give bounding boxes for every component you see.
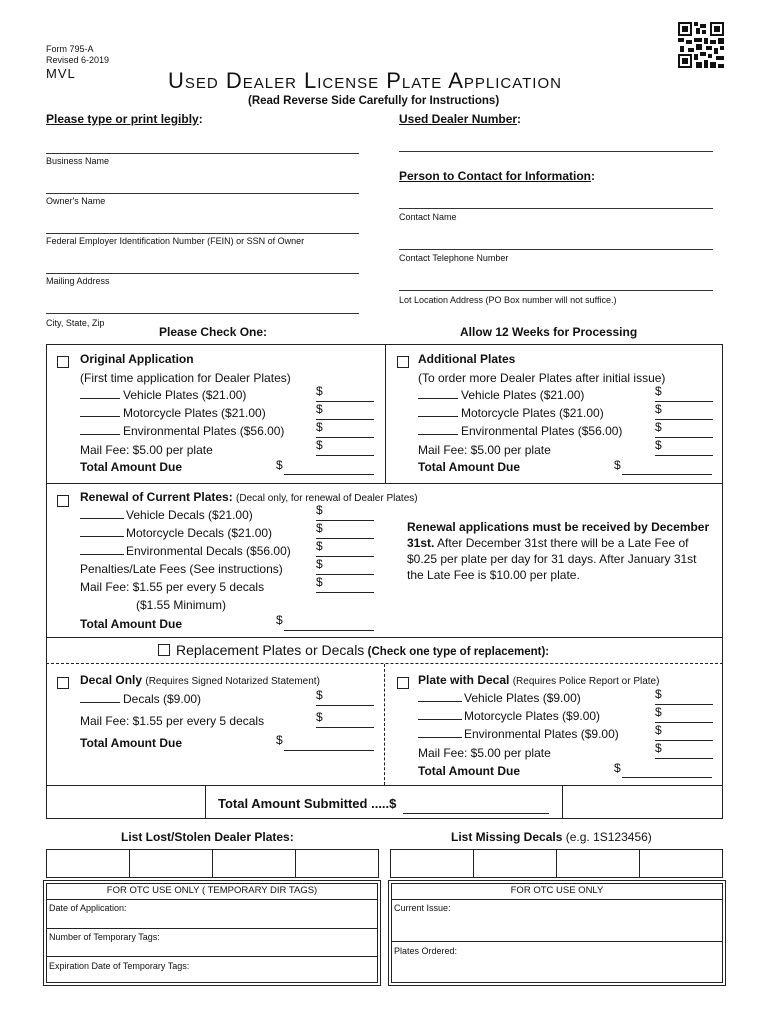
divider <box>46 785 723 786</box>
divider <box>391 941 723 942</box>
dollar-sign: $ <box>655 705 662 719</box>
decal-only-title-row: Decal Only (Requires Signed Notarized Statement) <box>80 673 320 687</box>
additional-total-label: Total Amount Due <box>418 460 520 474</box>
contact-phone-line[interactable] <box>399 249 713 250</box>
dollar-sign: $ <box>655 420 662 434</box>
total-submitted-label: Total Amount Submitted .....$ <box>218 796 397 811</box>
dollar-sign: $ <box>316 420 323 434</box>
page-subtitle: (Read Reverse Side Carefully for Instructions) <box>248 95 500 107</box>
otc-number-label: Number of Temporary Tags: <box>49 932 160 942</box>
additional-note: (To order more Dealer Plates after initial issue) <box>418 371 666 385</box>
original-note: (First time application for Dealer Plates) <box>80 371 291 385</box>
original-environmental-row: Environmental Plates ($56.00) <box>80 424 284 438</box>
additional-vehicle-row: Vehicle Plates ($21.00) <box>418 388 584 402</box>
page-title: Used Dealer License Plate Application <box>168 68 562 93</box>
mailing-address-line[interactable] <box>46 273 359 274</box>
dollar-sign: $ <box>316 575 323 589</box>
contact-phone-label: Contact Telephone Number <box>399 253 509 263</box>
missing-decals-heading: List Missing Decals (e.g. 1S123456) <box>451 830 652 844</box>
otc-right-box <box>391 883 723 983</box>
quantity-blank[interactable] <box>80 424 120 435</box>
lost-stolen-heading: List Lost/Stolen Dealer Plates: <box>121 830 294 844</box>
dollar-sign: $ <box>316 438 323 452</box>
contact-name-line[interactable] <box>399 208 713 209</box>
otc-expiration-label: Expiration Date of Temporary Tags: <box>49 961 190 971</box>
quantity-blank[interactable] <box>418 406 458 417</box>
amount-line[interactable] <box>316 538 374 539</box>
amount-line[interactable] <box>316 574 374 575</box>
dollar-sign: $ <box>316 384 323 398</box>
replacement-vehicle-row: Vehicle Plates ($9.00) <box>418 691 581 705</box>
renewal-vehicle-row: Vehicle Decals ($21.00) <box>80 508 253 522</box>
renewal-checkbox[interactable] <box>57 495 69 507</box>
dollar-sign: $ <box>316 688 323 702</box>
divider <box>562 785 563 819</box>
dollar-sign: $ <box>655 723 662 737</box>
contact-name-label: Contact Name <box>399 212 457 222</box>
grid-divider <box>639 849 640 878</box>
divider <box>46 637 723 638</box>
renewal-total-line[interactable] <box>284 630 374 631</box>
quantity-blank[interactable] <box>80 406 120 417</box>
plate-total-line[interactable] <box>622 777 712 778</box>
original-vehicle-row: Vehicle Plates ($21.00) <box>80 388 246 402</box>
quantity-blank[interactable] <box>418 727 462 738</box>
qr-code-icon <box>678 22 724 68</box>
quantity-blank[interactable] <box>418 388 458 399</box>
quantity-blank[interactable] <box>80 544 124 555</box>
otc-current-label: Current Issue: <box>394 903 451 913</box>
city-state-zip-label: City, State, Zip <box>46 318 105 328</box>
amount-line[interactable] <box>655 704 713 705</box>
divider <box>46 483 723 484</box>
amount-line[interactable] <box>316 419 374 420</box>
divider <box>46 928 378 929</box>
quantity-blank[interactable] <box>418 424 458 435</box>
contact-heading: Person to Contact for Information: <box>399 169 595 183</box>
dollar-sign: $ <box>614 761 621 775</box>
quantity-blank[interactable] <box>80 692 120 703</box>
divider <box>205 785 206 819</box>
amount-line[interactable] <box>316 437 374 438</box>
amount-line[interactable] <box>655 740 713 741</box>
original-total-line[interactable] <box>284 474 374 475</box>
renewal-title-row: Renewal of Current Plates: (Decal only, for renewal of Dealer Plates) <box>80 490 418 504</box>
dollar-sign: $ <box>276 613 283 627</box>
dollar-sign: $ <box>316 539 323 553</box>
amount-line[interactable] <box>316 556 374 557</box>
grid-divider <box>473 849 474 878</box>
check-one-heading: Please Check One: <box>159 325 268 339</box>
otc-right-title: FOR OTC USE ONLY <box>510 885 604 896</box>
quantity-blank[interactable] <box>80 508 124 519</box>
owner-name-line[interactable] <box>46 193 359 194</box>
grid-divider <box>212 849 213 878</box>
additional-total-line[interactable] <box>622 474 712 475</box>
renewal-motorcycle-row: Motorcycle Decals ($21.00) <box>80 526 272 540</box>
dealer-number-heading: Used Dealer Number: <box>399 112 522 126</box>
renewal-total-label: Total Amount Due <box>80 617 182 631</box>
fein-label: Federal Employer Identification Number (FEIN) or SSN of Owner <box>46 236 305 246</box>
additional-environmental-row: Environmental Plates ($56.00) <box>418 424 622 438</box>
dollar-sign: $ <box>316 521 323 535</box>
amount-line[interactable] <box>316 727 374 728</box>
otc-date-label: Date of Application: <box>49 903 127 913</box>
quantity-blank[interactable] <box>80 526 124 537</box>
amount-line[interactable] <box>655 758 713 759</box>
replacement-checkbox[interactable] <box>158 644 170 656</box>
dollar-sign: $ <box>655 687 662 701</box>
additional-motorcycle-row: Motorcycle Plates ($21.00) <box>418 406 604 420</box>
lot-location-line[interactable] <box>399 290 713 291</box>
amount-line[interactable] <box>316 520 374 521</box>
additional-plates-checkbox[interactable] <box>397 356 409 368</box>
business-name-line[interactable] <box>46 153 359 154</box>
quantity-blank[interactable] <box>418 709 462 720</box>
amount-line[interactable] <box>655 722 713 723</box>
otc-ordered-label: Plates Ordered: <box>394 946 458 956</box>
decal-total-label: Total Amount Due <box>80 736 182 750</box>
revised-date: Revised 6-2019 <box>46 55 110 65</box>
divider <box>391 899 723 900</box>
print-legibly-heading: Please type or print legibly: <box>46 112 203 126</box>
replacement-environmental-row: Environmental Plates ($9.00) <box>418 727 619 741</box>
dollar-sign: $ <box>655 741 662 755</box>
divider <box>46 956 378 957</box>
dollar-sign: $ <box>276 458 283 472</box>
fein-line[interactable] <box>46 233 359 234</box>
dollar-sign: $ <box>316 710 323 724</box>
renewal-minimum: ($1.55 Minimum) <box>136 598 227 612</box>
replacement-heading: Replacement Plates or Decals (Check one type of replacement): <box>176 642 550 658</box>
plate-mail-fee: Mail Fee: $5.00 per plate <box>418 746 551 760</box>
amount-line[interactable] <box>655 401 713 402</box>
dollar-sign: $ <box>655 402 662 416</box>
decal-total-line[interactable] <box>284 750 374 751</box>
divider <box>385 344 386 483</box>
plate-with-decal-checkbox[interactable] <box>397 677 409 689</box>
grid-divider <box>295 849 296 878</box>
original-application-checkbox[interactable] <box>57 356 69 368</box>
renewal-mail-fee: Mail Fee: $1.55 per every 5 decals <box>80 580 265 594</box>
amount-line[interactable] <box>316 455 374 456</box>
divider <box>46 899 378 900</box>
original-motorcycle-row: Motorcycle Plates ($21.00) <box>80 406 266 420</box>
quantity-blank[interactable] <box>418 691 462 702</box>
dashed-divider <box>384 664 385 785</box>
decals-row: Decals ($9.00) <box>80 692 201 706</box>
dollar-sign: $ <box>614 458 621 472</box>
amount-line[interactable] <box>655 437 713 438</box>
amount-line[interactable] <box>316 401 374 402</box>
owner-name-label: Owner's Name <box>46 196 106 206</box>
business-name-label: Business Name <box>46 156 110 166</box>
dollar-sign: $ <box>276 733 283 747</box>
mailing-address-label: Mailing Address <box>46 276 110 286</box>
amount-line[interactable] <box>316 592 374 593</box>
renewal-notice: Renewal applications must be received by December 31st. After December 31st there will be a Late Fee of $0.25 per plate per day for 31 days. After January 31st the Late Fee is $10.00 per plate. <box>407 520 710 582</box>
plate-total-label: Total Amount Due <box>418 764 520 778</box>
dealer-number-line[interactable] <box>399 151 713 152</box>
renewal-penalties: Penalties/Late Fees (See instructions) <box>80 562 283 576</box>
grid-divider <box>129 849 130 878</box>
additional-plates-title: Additional Plates <box>418 352 516 366</box>
additional-mail-fee: Mail Fee: $5.00 per plate <box>418 443 551 457</box>
dollar-sign: $ <box>316 503 323 517</box>
total-submitted-line[interactable] <box>403 813 549 814</box>
otc-left-title: FOR OTC USE ONLY ( TEMPORARY DIR TAGS) <box>106 885 318 896</box>
grid-divider <box>556 849 557 878</box>
original-application-title: Original Application <box>80 352 194 366</box>
city-state-zip-line[interactable] <box>46 313 359 314</box>
amount-line[interactable] <box>655 419 713 420</box>
decal-only-checkbox[interactable] <box>57 677 69 689</box>
plate-with-decal-title-row: Plate with Decal (Requires Police Report or Plate) <box>418 673 660 687</box>
renewal-environmental-row: Environmental Decals ($56.00) <box>80 544 291 558</box>
original-total-label: Total Amount Due <box>80 460 182 474</box>
original-mail-fee: Mail Fee: $5.00 per plate <box>80 443 213 457</box>
processing-heading: Allow 12 Weeks for Processing <box>460 325 638 339</box>
dollar-sign: $ <box>655 438 662 452</box>
dollar-sign: $ <box>655 384 662 398</box>
replacement-motorcycle-row: Motorcycle Plates ($9.00) <box>418 709 600 723</box>
amount-line[interactable] <box>655 455 713 456</box>
form-number: Form 795-A <box>46 44 94 54</box>
lot-location-label: Lot Location Address (PO Box number will not suffice.) <box>399 295 617 305</box>
quantity-blank[interactable] <box>80 388 120 399</box>
amount-line[interactable] <box>316 705 374 706</box>
dollar-sign: $ <box>316 402 323 416</box>
dollar-sign: $ <box>316 557 323 571</box>
decal-mail-fee: Mail Fee: $1.55 per every 5 decals <box>80 714 265 728</box>
agency-label: MVL <box>46 66 76 81</box>
